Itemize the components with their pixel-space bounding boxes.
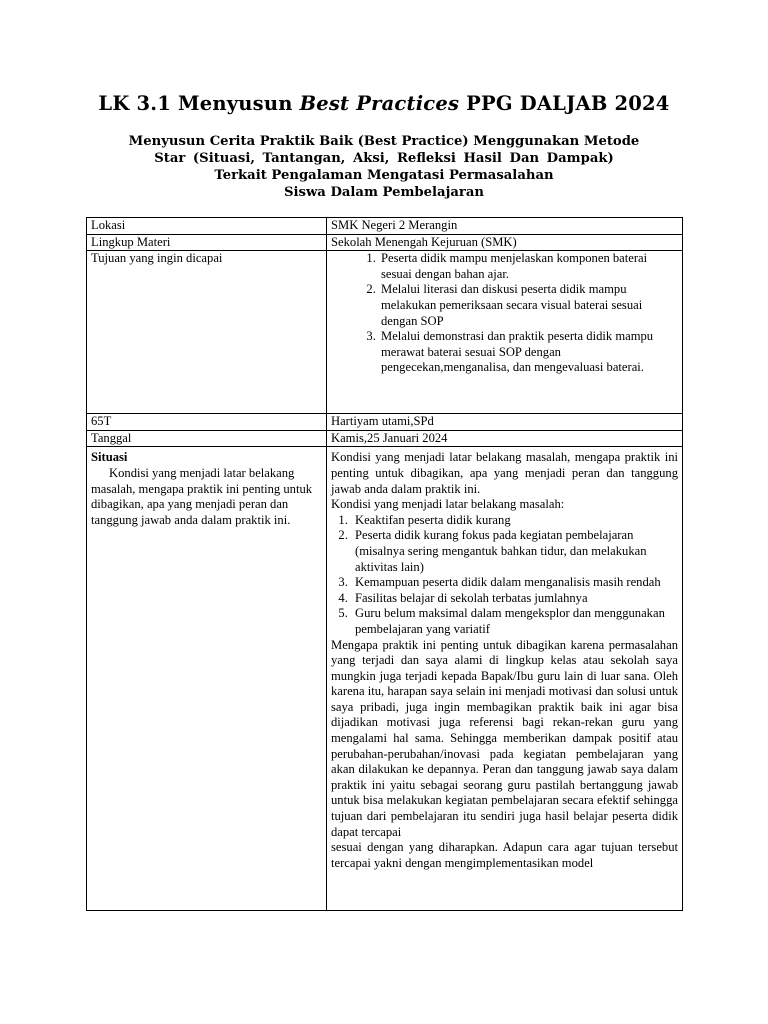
table-row-lokasi <box>87 218 683 235</box>
table-row-lingkup <box>87 234 683 251</box>
tujuan-value <box>327 251 683 414</box>
subtitle-line: Star (Situasi, Tantangan, Aksi, Refleksi Hasil Dan Dampak) <box>154 151 614 166</box>
penulis-label: 65T <box>87 414 327 431</box>
situasi-prompt: Kondisi yang menjadi latar belakang masalah, mengapa praktik ini penting untuk dibagikan, apa yang menjadi peran dan tanggung jawab anda dalam praktik ini. <box>91 465 313 527</box>
penulis-value: Hartiyam utami,SPd <box>327 414 683 431</box>
kondisi-item: 5. Guru belum maksimal dalam mengeksplor dan menggunakan pembelajaran yang variatif <box>351 606 678 637</box>
tujuan-list <box>331 251 678 376</box>
kondisi-item: 1. Keaktifan peserta didik kurang <box>351 513 678 529</box>
title-prefix: LK 3.1 Menyusun <box>98 92 300 115</box>
tujuan-item: 3. Melalui demonstrasi dan praktik peserta didik mampu merawat baterai sesuai SOP dengan pengecekan,menganalisa, dan mengevaluasi baterai. <box>379 329 678 376</box>
subtitle-line: Terkait Pengalaman Mengatasi Permasalahan <box>214 168 554 183</box>
lokasi-value: SMK Negeri 2 Merangin <box>327 218 683 235</box>
subtitle-line: Siswa Dalam Pembelajaran <box>284 185 484 200</box>
tanggal-value: Kamis,25 Januari 2024 <box>327 430 683 447</box>
kondisi-item: 3. Kemampuan peserta didik dalam menganalisis masih rendah <box>351 575 678 591</box>
situasi-intro: Kondisi yang menjadi latar belakang masalah, mengapa praktik ini penting untuk dibagikan, apa yang menjadi peran dan tanggung jawab anda dalam praktik ini. <box>331 450 678 496</box>
best-practice-table <box>86 217 683 911</box>
kondisi-heading: Kondisi yang menjadi latar belakang masalah: <box>331 497 565 512</box>
lingkup-label: Lingkup Materi <box>87 234 327 251</box>
tujuan-item: 1. Peserta didik mampu menjelaskan komponen baterai sesuai dengan bahan ajar. <box>379 251 678 282</box>
tujuan-label: Tujuan yang ingin dicapai <box>87 251 327 414</box>
table-row-tujuan <box>87 251 683 414</box>
situasi-body-continued: sesuai dengan yang diharapkan. Adapun cara agar tujuan tersebut tercapai yakni dengan mengimplementasikan model <box>331 840 678 870</box>
lokasi-label: Lokasi <box>87 218 327 235</box>
tujuan-item: 2. Melalui literasi dan diskusi peserta didik mampu melakukan pemeriksaan secara visual baterai sesuai dengan SOP <box>379 282 678 329</box>
title-italic: Best Practices <box>299 92 460 115</box>
document-title <box>0 92 768 115</box>
situasi-body: Mengapa praktik ini penting untuk dibagikan karena permasalahan yang terjadi dan saya alami di lingkup kelas atau sekolah saya mungkin juga terjadi kepada Bapak/Ibu guru lain di luar sana. Oleh karena itu, harapan saya selain ini menjadi motivasi dan solusi untuk saya pribadi, juga ingin membagikan praktik baik ini agar bisa dijadikan motivasi juga referensi bagi rekan-rekan guru yang mengalami hal sama. Sehingga memberikan dampak positif atau perubahan-perubahan/inovasi pada kegiatan pembelajaran yang akan dilakukan ke depannya. Peran dan tanggung jawab saya dalam praktik ini yaitu sebagai seorang guru pastilah bertanggung jawab untuk bisa melakukan kegiatan pembelajaran secara efektif sehingga tujuan dari pembelajaran itu sendiri juga hasil belajar peserta didik dapat tercapai <box>331 637 678 839</box>
table-row-tanggal <box>87 430 683 447</box>
subtitle-line: Menyusun Cerita Praktik Baik (Best Practice) Menggunakan Metode <box>128 134 640 149</box>
kondisi-item: 2. Peserta didik kurang fokus pada kegiatan pembelajaran (misalnya sering mengantuk bahkan tidur, dan melakukan aktivitas lain) <box>351 528 678 575</box>
kondisi-list <box>331 513 678 638</box>
tanggal-label: Tanggal <box>87 430 327 447</box>
document-subtitle <box>100 133 668 201</box>
kondisi-item: 4. Fasilitas belajar di sekolah terbatas jumlahnya <box>351 591 678 607</box>
situasi-content <box>327 447 683 911</box>
lingkup-value: Sekolah Menengah Kejuruan (SMK) <box>327 234 683 251</box>
situasi-heading: Situasi <box>91 450 128 465</box>
table-row-penulis <box>87 414 683 431</box>
title-suffix: PPG DALJAB 2024 <box>459 92 670 115</box>
table-row-situasi <box>87 447 683 911</box>
situasi-label-cell <box>87 447 327 911</box>
